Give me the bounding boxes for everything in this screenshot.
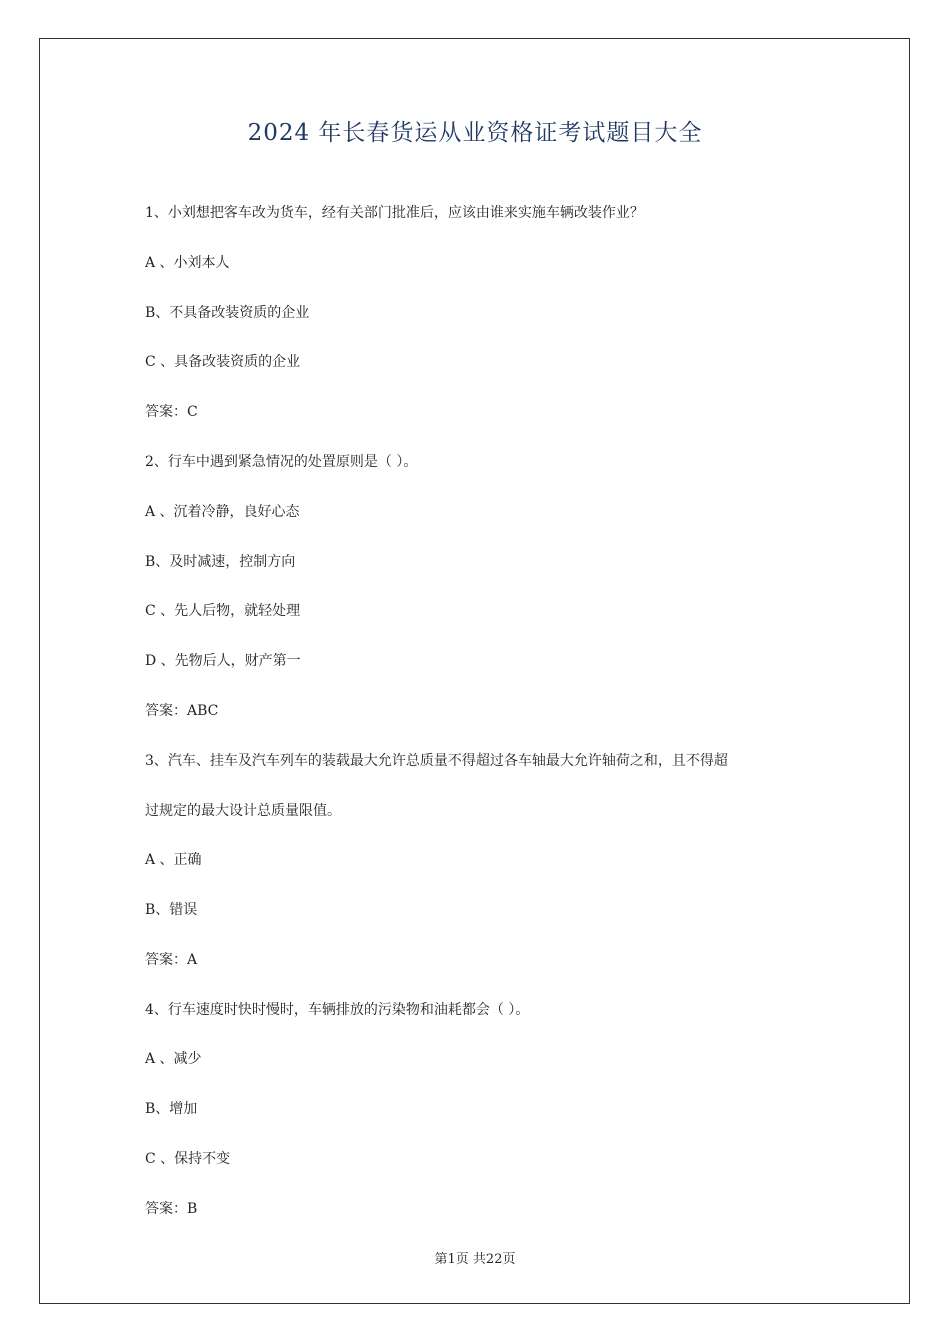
question-4-text: 4、行车速度时快时慢时，车辆排放的污染物和油耗都会（ ）。 xyxy=(145,1002,530,1018)
question-3-option-b: B、错误 xyxy=(145,902,198,918)
question-2-option-a: A 、沉着冷静，良好心态 xyxy=(145,504,300,520)
question-2-option-d: D 、先物后人，财产第一 xyxy=(145,653,301,669)
question-4-option-b: B、增加 xyxy=(145,1101,198,1117)
question-3-answer: 答案：A xyxy=(145,952,198,968)
question-4-option-c: C 、保持不变 xyxy=(145,1151,231,1167)
question-3-text-line-2: 过规定的最大设计总质量限值。 xyxy=(145,803,341,819)
question-1-text: 1、小刘想把客车改为货车，经有关部门批准后，应该由谁来实施车辆改装作业？ xyxy=(145,205,644,221)
question-4-option-a: A 、减少 xyxy=(145,1051,202,1067)
question-1-answer: 答案：C xyxy=(145,404,198,420)
question-3-option-a: A 、正确 xyxy=(145,852,202,868)
question-2-answer: 答案：ABC xyxy=(145,703,219,719)
document-title: 2024 年长春货运从业资格证考试题目大全 xyxy=(247,120,703,146)
page-number: 第1页 共22页 xyxy=(434,1252,516,1267)
question-3-text-line-1: 3、汽车、挂车及汽车列车的装载最大允许总质量不得超过各车轴最大允许轴荷之和，且不得超 xyxy=(145,753,728,769)
question-4-answer: 答案：B xyxy=(145,1201,198,1217)
question-1-option-a: A 、小刘本人 xyxy=(145,255,230,271)
question-1-option-b: B、不具备改装资质的企业 xyxy=(145,305,310,321)
question-2-option-b: B、及时减速，控制方向 xyxy=(145,554,296,570)
question-2-option-c: C 、先人后物，就轻处理 xyxy=(145,603,301,619)
question-2-text: 2、行车中遇到紧急情况的处置原则是（ ）。 xyxy=(145,454,418,470)
question-1-option-c: C 、具备改装资质的企业 xyxy=(145,354,301,370)
